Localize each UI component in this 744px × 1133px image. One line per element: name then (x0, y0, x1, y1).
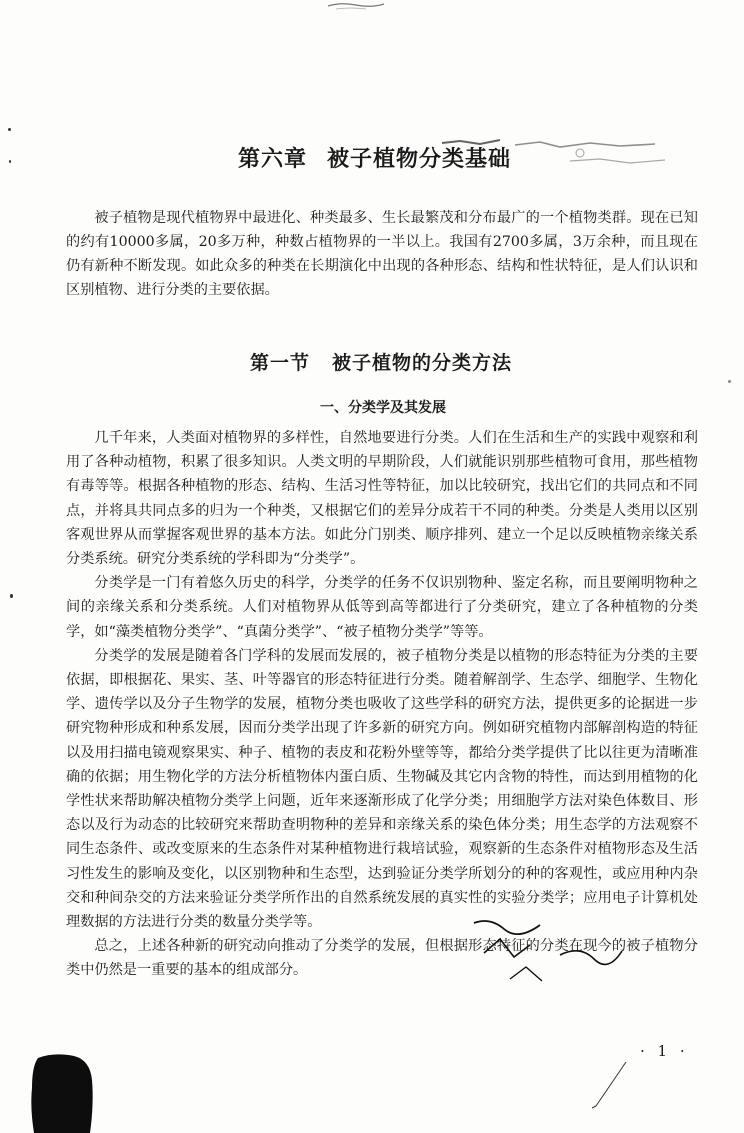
margin-speck (9, 160, 11, 163)
section-number: 第一节 (250, 352, 311, 374)
margin-speck (728, 380, 731, 383)
body-text (66, 426, 698, 983)
ink-blot (30, 1052, 94, 1133)
chapter-name: 被子植物分类基础 (327, 147, 512, 172)
margin-speck (8, 128, 11, 131)
chapter-intro: 被子植物是现代植物界中最进化、种类最多、生长最繁茂和分布最广的一个植物类群。现在已知的约有10000多属，20多万种，种数占植物界的一半以上。我国有2700多属，3万余种，而且现在仍有新种不断发现。如此众多的种类在长期演化中出现的各种形态、结构和性状特征，是人们认识和区别植物、进行分类的主要依据。 (66, 210, 698, 298)
subsection-title: 一、分类学及其发展 (320, 400, 446, 416)
top-smudge-mark (326, 0, 386, 14)
paragraph: 总之，上述各种新的研究动向推动了分类学的发展，但根据形态特征的分类在现今的被子植物分类中仍然是一重要的基本的组成部分。 (66, 938, 698, 979)
margin-speck (10, 594, 13, 598)
chapter-title (238, 142, 698, 173)
paragraph: 分类学是一门有着悠久历史的科学，分类学的任务不仅识别物种、鉴定名称，而且要阐明物种之间的亲缘关系和分类系统。人们对植物界从低等到高等都进行了分类研究，建立了各种植物的分类学，如“藻类植物分类学”、“真菌分类学”、“被子植物分类学”等等。 (66, 575, 698, 640)
section-name: 被子植物的分类方法 (332, 352, 513, 374)
section-title (250, 348, 512, 375)
paragraph: 几千年来，人类面对植物界的多样性，自然地要进行分类。人们在生活和生产的实践中观察和利用了各种动植物，积累了很多知识。人类文明的早期阶段，人们就能识别那些植物可食用，那些植物有毒等等。根据各种植物的形态、结构、生活习性等特征，加以比较研究，找出它们的共同点和不同点，并将具共同点多的归为一个种类，又根据它们的差异分成若干不同的种类。分类是人类用以区别客观世界从而掌握客观世界的基本方法。如此分门别类、顺序排列、建立一个足以反映植物亲缘关系分类系统。研究分类系统的学科即为“分类学”。 (66, 430, 698, 568)
page-number: · 1 · (640, 1042, 689, 1060)
chapter-number: 第六章 (238, 147, 308, 172)
pen-stroke-mark (590, 1060, 630, 1110)
paragraph: 分类学的发展是随着各门学科的发展而发展的，被子植物分类是以植物的形态特征为分类的主要依据，即根据花、果实、茎、叶等器官的形态特征进行分类。随着解剖学、生态学、细胞学、生物化学、遗传学以及分子生物学的发展，植物分类也吸收了这些学科的研究方法，提供更多的论据进一步研究物种形成和种系发展，因而分类学出现了许多新的研究方向。例如研究植物内部解剖构造的特征以及用扫描电镜观察果实、种子、植物的表皮和花粉外壁等等，都给分类学提供了比以往更为清晰准确的依据；用生物化学的方法分析植物体内蛋白质、生物碱及其它内含物的特性，而达到用植物的化学性状来帮助解决植物分类学上问题，近年来逐渐形成了化学分类；用细胞学方法对染色体数目、形态以及行为动态的比较研究来帮助查明物种的差异和亲缘关系的染色体分类；用生态学的方法观察不同生态条件、或改变原来的生态条件对某种植物进行栽培试验，观察新的生态条件对植物形态及生活习性发生的影响及变化，以区别物种和生态型，达到验证分类学所划分的种的客观性，或应用种内杂交和种间杂交的方法来验证分类学所作出的自然系统发展的真实性的实验分类学；应用电子计算机处理数据的方法进行分类的数量分类学等。 (66, 647, 698, 931)
